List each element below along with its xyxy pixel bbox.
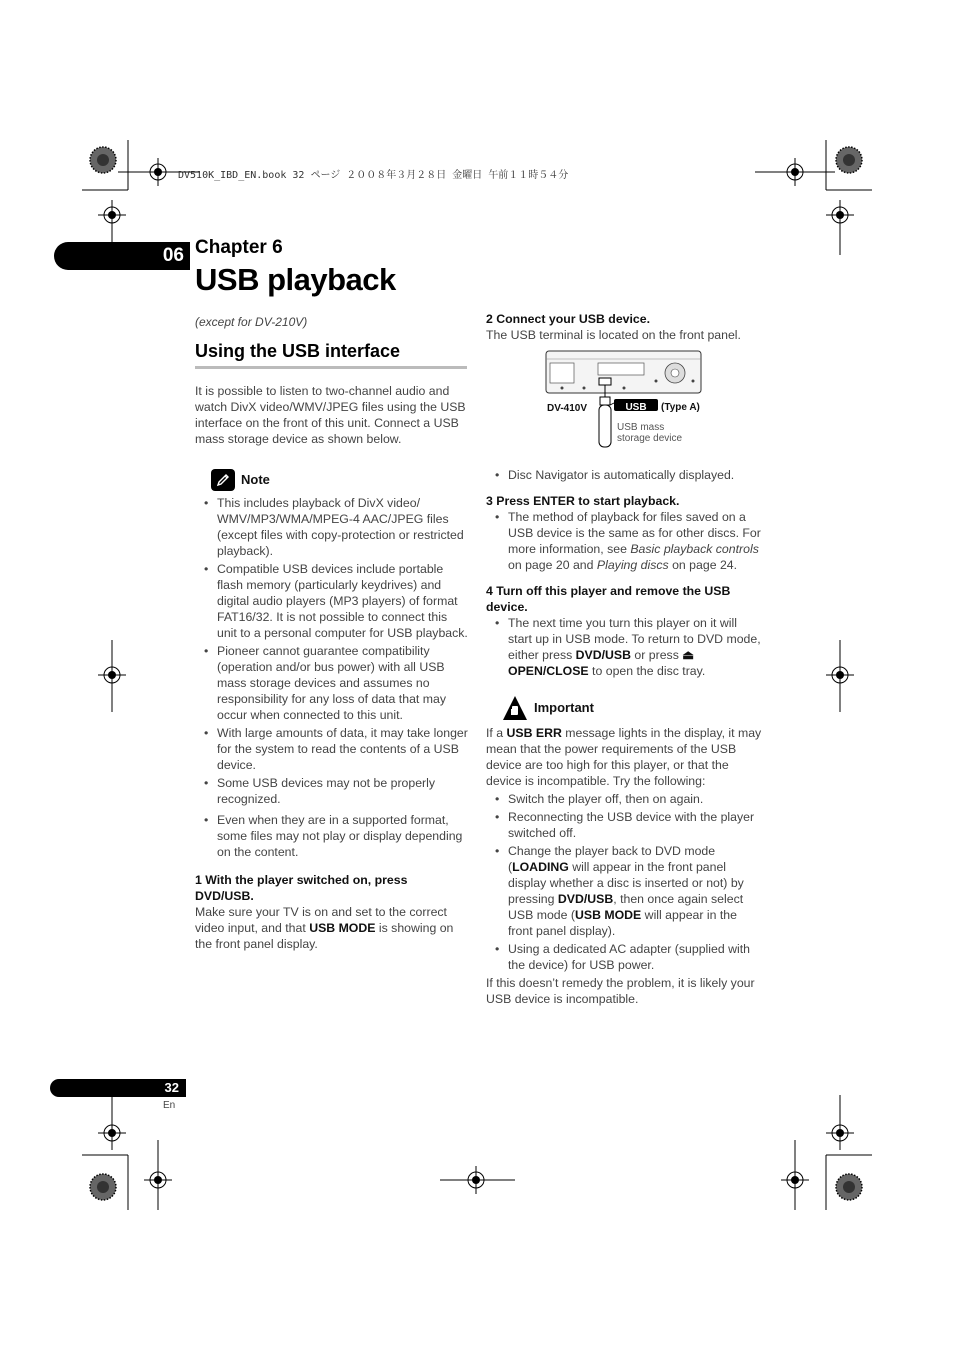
step-3-heading: 3 Press ENTER to start playback.: [486, 494, 680, 508]
section-heading: Using the USB interface: [195, 341, 401, 361]
model-exception-note: (except for DV-210V): [195, 315, 308, 329]
page-number-tab: 32: [50, 1079, 186, 1097]
important-list: [486, 791, 762, 973]
note-item: • Pioneer cannot guarantee compatibility (operation and/or bus power) with all USB mass storage devices and assumes no responsibility for any loss of data that may occur when connected to this unit.: [195, 643, 469, 723]
step-4-heading: 4 Turn off this player and remove the USB device.: [486, 584, 731, 614]
important-item: • Change the player back to DVD mode (LOADING will appear in the front panel display whether a disc is inserted or not) by pressing DVD/USB, then once again select USB mode (USB MODE will appear in the front panel display).: [486, 843, 762, 939]
important-label: Important: [534, 700, 594, 715]
note-item: • This includes playback of DivX video/ WMV/MP3/WMA/MPEG-4 AAC/JPEG files (except files with copy-protection or restricted playback).: [195, 495, 469, 559]
step-3-bullet: • The method of playback for files saved on a USB device is the same as for other discs. For more information, see Basic playback controls on page 20 and Playing discs on page 24.: [486, 509, 762, 573]
chapter-number-tab: 06: [54, 242, 190, 270]
note-item: • Compatible USB devices include portable flash memory (particularly keydrives) and digital audio players (MP3 players) of format FAT16/32. It is not possible to connect this unit to a personal computer for USB playback.: [195, 561, 469, 641]
language-label: En: [163, 1100, 176, 1111]
step-2-bullet: • Disc Navigator is automatically displayed.: [486, 467, 762, 483]
note-header: [211, 469, 469, 491]
step-2-list: [486, 467, 762, 483]
note-item: • With large amounts of data, it may take longer for the system to read the contents of a USB device.: [195, 725, 469, 773]
diagram-model-label: DV-410V: [547, 403, 588, 414]
important-item: • Using a dedicated AC adapter (supplied with the device) for USB power.: [486, 941, 762, 973]
important-closing: If this doesn’t remedy the problem, it is likely your USB device is incompatible.: [486, 976, 755, 1006]
step-4-bullet: • The next time you turn this player on it will start up in USB mode. To return to DVD mode, either press DVD/USB or press ⏏ OPEN/CLOSE to open the disc tray.: [486, 615, 762, 679]
note-list: [195, 495, 469, 860]
step-1-heading: 1 With the player switched on, press DVD/USB.: [195, 873, 408, 903]
important-item: • Switch the player off, then on again.: [486, 791, 762, 807]
section-intro: It is possible to listen to two-channel audio and watch DivX video/WMV/JPEG files using the USB interface on the front of this unit. Connect a USB mass storage device as shown below.: [195, 384, 466, 446]
important-text: If a USB ERR message lights in the display, it may mean that the power requirements of the USB device are too high for this player, or that the device is incompatible. Try the following:: [486, 726, 762, 788]
diagram-usb-label: USB: [625, 402, 647, 413]
chapter-label: Chapter 6: [195, 237, 283, 258]
step-2-text: The USB terminal is located on the front panel.: [486, 328, 741, 342]
note-item: • Even when they are in a supported format, some files may not play or display depending on the content.: [195, 812, 469, 860]
right-column: [486, 311, 762, 1007]
step-4-list: [486, 615, 762, 679]
left-column: [195, 383, 469, 952]
step-3-list: [486, 509, 762, 573]
step-2-heading: 2 Connect your USB device.: [486, 312, 651, 326]
important-header: [502, 695, 762, 721]
diagram-device-label: USB mass storage device: [617, 422, 683, 444]
important-item: • Reconnecting the USB device with the player switched off.: [486, 809, 762, 841]
note-label: Note: [241, 472, 270, 487]
page-title: USB playback: [195, 262, 396, 297]
important-icon: [502, 695, 528, 721]
diagram-type-label: (Type A): [661, 402, 700, 413]
usb-connection-diagram: [486, 347, 762, 463]
print-info: DV510K_IBD_EN.book 32 ページ ２００８年３月２８日 金曜日 午前１１時５４分: [178, 170, 569, 181]
step-1-text: Make sure your TV is on and set to the correct video input, and that USB MODE is showing on the front panel display.: [195, 905, 454, 951]
section-divider: [195, 366, 467, 369]
note-item: • Some USB devices may not be properly recognized.: [195, 775, 469, 807]
note-icon: [211, 469, 235, 491]
